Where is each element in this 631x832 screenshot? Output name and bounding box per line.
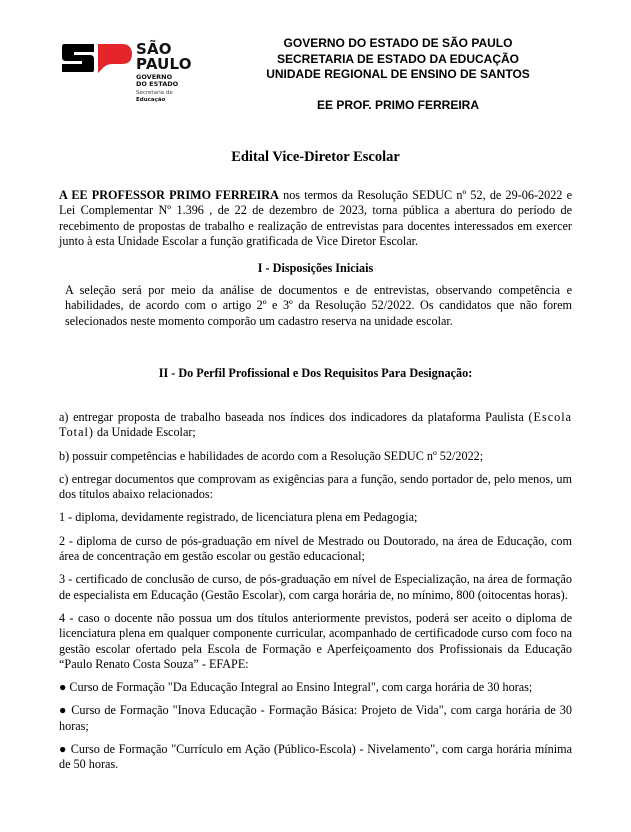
requirements-list xyxy=(59,410,572,781)
sp-logo-icon xyxy=(60,42,134,74)
logo-wordmark xyxy=(136,42,192,103)
title-item-1: 1 - diploma, devidamente registrado, de licenciatura plena em Pedagogia; xyxy=(59,510,418,525)
requirement-c: c) entregar documentos que comprovam as exigências para a função, sendo portador de, pelo menos, um dos títulos abaixo relacionados: xyxy=(59,471,572,502)
course-bullet: ● Curso de Formação "Currículo em Ação (Público-Escola) - Nivelamento", com carga horária mínima de 50 horas. xyxy=(59,742,572,772)
title-item-3: 3 - certificado de conclusão de curso, de pós-graduação em nível de Especialização, na área de formação de especialista em Educação (Gestão Escolar), com carga horária de, no mínimo, 800 (oitocentas horas). xyxy=(59,572,572,602)
heading-line-governo: GOVERNO DO ESTADO DE SÃO PAULO xyxy=(283,36,513,50)
logo-line-educacao: Educação xyxy=(136,97,166,103)
intro-text: nos termos da Resolução SEDUC nº 52, de 29-06-2022 e Lei Complementar Nº 1.396 , de 22 de dezembro de 2023, torna pública a abertura do período de recebimento de propostas de trabalho e realização de entrevistas para docentes interessados em exercer junto à esta Unidade Escolar a função gratificada de Vice Diretor Escolar. xyxy=(59,188,572,248)
logo-line-sao: SÃO xyxy=(136,40,172,58)
logo-s-shape xyxy=(62,44,94,72)
logo-p-shape xyxy=(98,44,132,73)
requirement-a-text-end: da Unidade Escolar; xyxy=(93,425,196,440)
school-name-bold: A EE PROFESSOR PRIMO FERREIRA xyxy=(59,188,279,202)
document-header xyxy=(0,0,631,130)
document-title: Edital Vice-Diretor Escolar xyxy=(231,149,400,165)
intro-paragraph xyxy=(59,188,572,249)
title-item-2: 2 - diploma de curso de pós-graduação em nível de Mestrado ou Doutorado, na área de Educação, com área de concentração em gestão escolar ou gestão educacional; xyxy=(59,533,572,564)
government-heading xyxy=(228,36,568,83)
title-item-4: 4 - caso o docente não possua um dos títulos anteriormente previstos, poderá ser aceito o diploma de licenciatura plena em qualquer componente curricular, acompanhado de certificadode curso com foco na gestão escolar ofertado pela Escola de Formação e Aperfeiçoamento dos Profissionais da Educação “Paulo Renato Costa Souza” - EFAPE: xyxy=(59,610,572,671)
course-bullet: ● Curso de Formação "Inova Educação - Formação Básica: Projeto de Vida", com carga horária de 30 horas; xyxy=(59,703,572,733)
school-name: EE PROF. PRIMO FERREIRA xyxy=(316,98,480,112)
heading-line-secretaria: SECRETARIA DE ESTADO DA EDUCAÇÃO xyxy=(276,51,519,66)
requirement-a-escola-total: (Escola Total) xyxy=(59,410,572,440)
section-1-paragraph: A seleção será por meio da análise de documentos e de entrevistas, observando competência e habilidades, de acordo com o artigo 2º e 3º da Resolução 52/2022. Os candidatos que não forem selecionados neste momento comporão um cadastro reserva na unidade escolar. xyxy=(65,283,572,328)
logo-line-governo: GOVERNO xyxy=(136,73,173,81)
logo-line-do-estado: DO ESTADO xyxy=(136,80,179,88)
requirement-a-text: a) entregar proposta de trabalho baseada nos índices dos indicadores da plataforma Paulista xyxy=(59,410,529,424)
logo-line-secretaria: Secretaria de xyxy=(136,90,173,96)
section-1-heading: I - Disposições Iniciais xyxy=(257,261,374,275)
section-2-heading: II - Do Perfil Profissional e Dos Requisitos Para Designação: xyxy=(158,366,473,380)
sao-paulo-logo xyxy=(60,42,210,112)
requirement-a xyxy=(59,410,572,441)
requirement-b: b) possuir competências e habilidades de acordo com a Resolução SEDUC nº 52/2022; xyxy=(59,448,484,463)
course-bullet: ● Curso de Formação "Da Educação Integral ao Ensino Integral", com carga horária de 30 horas; xyxy=(59,680,533,695)
heading-line-unidade: UNIDADE REGIONAL DE ENSINO DE SANTOS xyxy=(266,67,530,81)
logo-line-paulo: PAULO xyxy=(136,55,192,73)
